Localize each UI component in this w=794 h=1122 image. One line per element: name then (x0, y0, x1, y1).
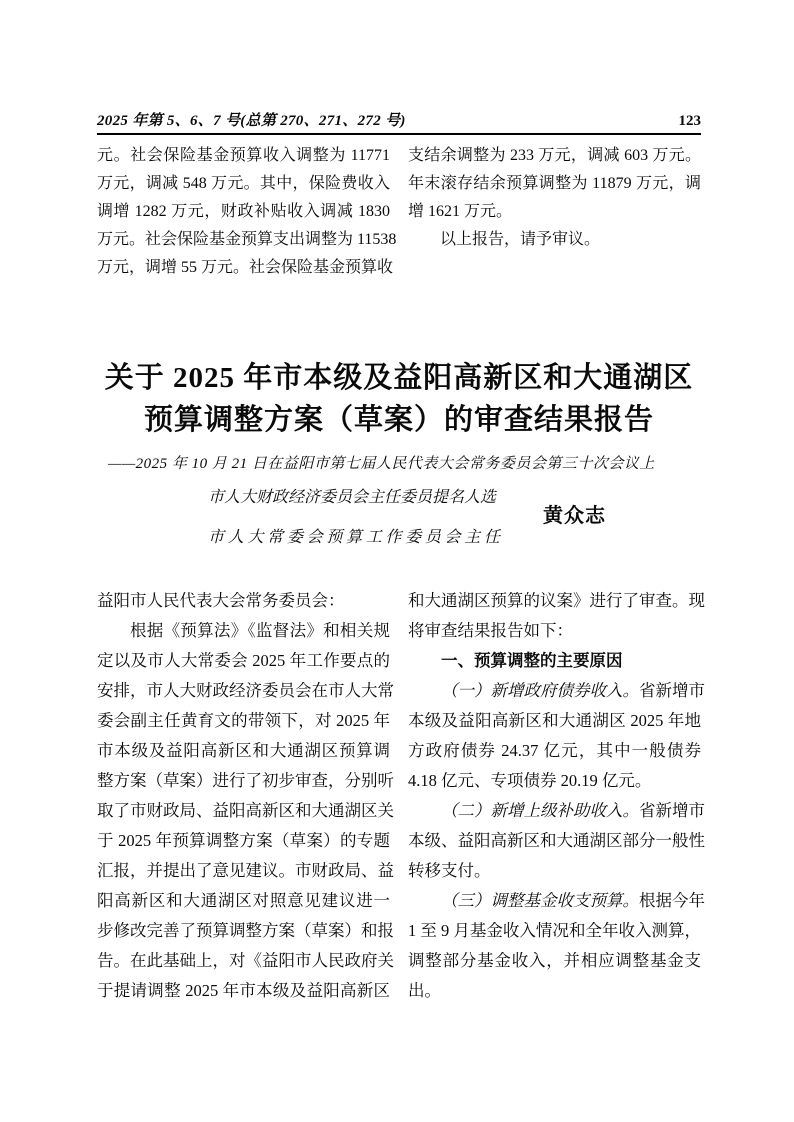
item-lead: （一）新增政府债券收入。 (441, 681, 639, 700)
report-title (97, 357, 701, 441)
page-number: 123 (678, 113, 701, 129)
salutation-line: 益阳市人民代表大会常务委员会： (97, 591, 345, 610)
text-line: 本级、益阳高新区和大通湖区部分一般性 (408, 831, 705, 850)
title-line-2: 预算调整方案（草案）的审查结果报告 (143, 404, 654, 436)
text-line: 安排，市人大财政经济委员会在市人大常 (97, 681, 394, 700)
title-line-1: 关于 2025 年市本级及益阳高新区和大通湖区 (104, 362, 694, 394)
section-heading: 一、预算调整的主要原因 (441, 652, 623, 670)
text-line: 方政府债券 24.37 亿元，其中一般债券 (408, 741, 701, 760)
text-line: 和大通湖区预算的议案》进行了审查。现 (408, 591, 705, 610)
text-line: 调整部分基金收入，并相应调整基金支 (408, 951, 701, 970)
text-line: 支结余调整为 233 万元，调减 603 万元。 (408, 147, 701, 164)
text-line: 万元，调增 55 万元。社会保险基金预算收 (97, 259, 394, 276)
text-line: 将审查结果报告如下： (408, 621, 573, 640)
continued-left-column (97, 142, 397, 282)
item-rest: 省新增市 (639, 801, 705, 820)
item-lead: （二）新增上级补助收入。 (441, 801, 639, 820)
body-left-column (97, 586, 394, 1006)
byline (97, 478, 701, 564)
text-line: 阳高新区和大通湖区对照意见建议进一 (97, 891, 390, 910)
item-lead: （三）调整基金收支预算。 (441, 891, 639, 910)
text-line: 取了市财政局、益阳高新区和大通湖区关 (97, 801, 394, 820)
text-line: 市本级及益阳高新区和大通湖区预算调 (97, 741, 390, 760)
text-line: 1 至 9 月基金收入情况和全年收入测算， (408, 921, 701, 940)
item-line (408, 886, 705, 916)
continued-section (97, 142, 701, 282)
role-line-2: 市人大常委会预算工作委员会主任 (208, 529, 500, 546)
text-line: 本级及益阳高新区和大通湖区 2025 年地 (408, 711, 701, 730)
signer-name: 黄众志 (543, 505, 606, 527)
text-line: 增 1621 万元。 (408, 203, 513, 220)
text-line: 4.18 亿元、专项债券 20.19 亿元。 (408, 771, 652, 790)
role-line-1: 市人大财政经济委员会主任委员提名人选 (208, 489, 497, 506)
closing-line: 以上报告，请予审议。 (440, 231, 601, 248)
text-line: 万元，调减 548 万元。其中，保险费收入 (97, 175, 390, 192)
item-line (408, 796, 705, 826)
text-line: 告。在此基础上，对《益阳市人民政府关 (97, 951, 394, 970)
text-line: 调增 1282 万元，财政补贴收入调减 1830 (97, 203, 390, 220)
item-rest: 根据今年 (639, 891, 705, 910)
text-line: 元。社会保险基金预算收入调整为 11771 (97, 147, 390, 164)
body-right-column (408, 586, 705, 1006)
text-line: 于 2025 年预算调整方案（草案）的专题 (97, 831, 390, 850)
text-line: 步修改完善了预算调整方案（草案）和报 (97, 921, 394, 940)
item-line (408, 676, 705, 706)
item-rest: 省新增市 (639, 681, 705, 700)
issue-number: 2025 年第 5、6、7 号(总第 270、271、272 号) (97, 113, 406, 129)
text-line: 转移支付。 (408, 861, 491, 880)
continued-right-column (408, 142, 701, 282)
text-line: 委会副主任黄育文的带领下，对 2025 年 (97, 711, 390, 730)
text-line: 定以及市人大常委会 2025 年工作要点的 (97, 651, 390, 670)
text-line: 于提请调整 2025 年市本级及益阳高新区 (97, 981, 390, 1000)
text-line: 万元。社会保险基金预算支出调整为 11538 (97, 231, 397, 248)
text-line: 年末滚存结余预算调整为 11879 万元，调 (408, 175, 701, 192)
text-line: 根据《预算法》《监督法》和相关规 (130, 621, 390, 640)
text-line: 汇报，并提出了意见建议。市财政局、益 (97, 861, 394, 880)
meeting-subtitle: ——2025 年 10 月 21 日在益阳市第七届人民代表大会常务委员会第三十次会议上 (108, 456, 655, 472)
text-line: 出。 (408, 981, 441, 1000)
text-line: 整方案（草案）进行了初步审查，分别听 (97, 771, 394, 790)
document-body (97, 586, 705, 1006)
page-header (97, 112, 701, 135)
